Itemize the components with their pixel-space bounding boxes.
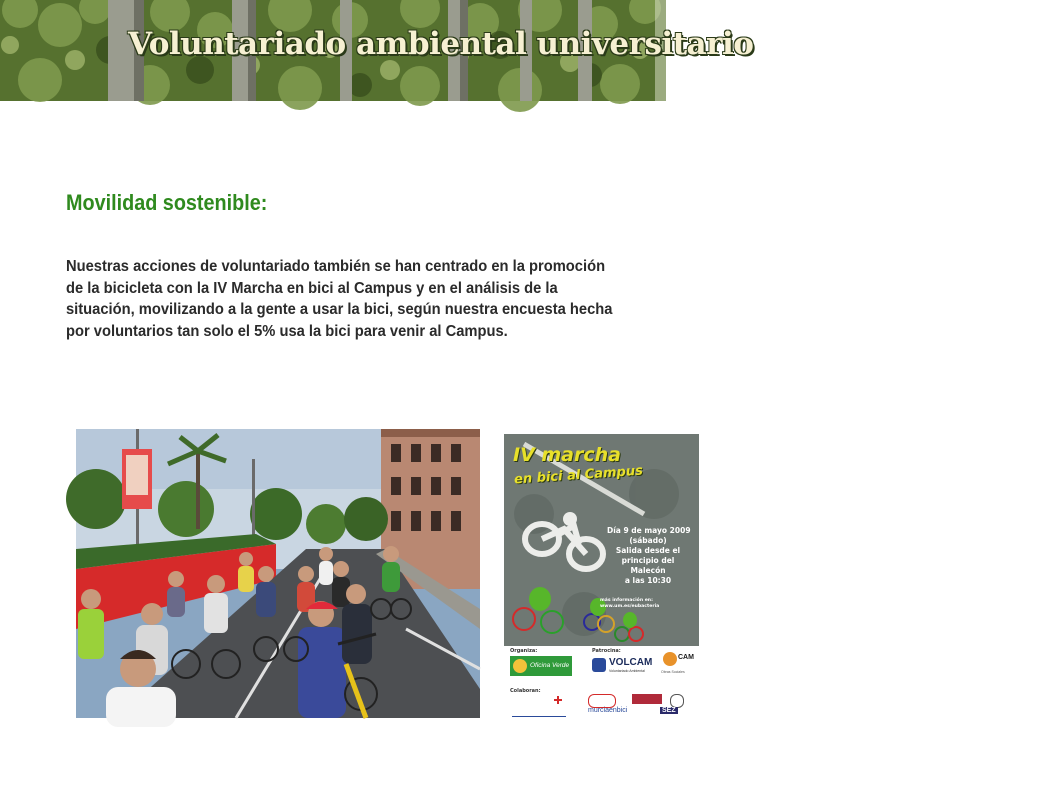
poster-sponsors bbox=[504, 646, 699, 718]
partner-logo-seal bbox=[670, 694, 684, 708]
cam-icon bbox=[663, 652, 677, 666]
poster-web-line: www.um.es/eubacteria bbox=[600, 604, 660, 609]
organiza-label: Organiza: bbox=[510, 648, 538, 654]
poster-title: IV marcha bbox=[513, 444, 621, 466]
red-cross-icon bbox=[554, 696, 562, 704]
cam-logo bbox=[659, 652, 695, 680]
poster-event-info bbox=[607, 526, 689, 586]
patrocina-label: Patrocina: bbox=[592, 648, 621, 654]
section-heading: Movilidad sostenible: bbox=[66, 190, 268, 215]
oficina-verde-icon bbox=[513, 659, 527, 673]
partner-logo-region bbox=[632, 694, 662, 704]
cyclists-photo bbox=[76, 429, 480, 718]
cam-text: CAM bbox=[678, 654, 694, 661]
sez-logo: SEZ bbox=[662, 707, 676, 714]
partner-logo-script bbox=[512, 708, 566, 717]
poster-info-line: principio del bbox=[621, 556, 675, 565]
poster-info-line: a las 10:30 bbox=[624, 576, 672, 585]
section-paragraph: Nuestras acciones de voluntariado también se han centrado en la promoción de la bicicleta con la IV Marcha en bici al Campus y en el análisis de la situación, movilizando a la gente a usar la bici, según nuestra encuesta hecha por voluntarios tan solo el 5% usa la bici para venir al Campus. bbox=[66, 258, 613, 340]
partner-logo-red bbox=[588, 694, 616, 708]
header-banner bbox=[0, 0, 754, 101]
cam-subtext: Obras Sociales bbox=[661, 670, 685, 674]
volcam-icon bbox=[592, 658, 606, 672]
volcam-logo bbox=[592, 656, 652, 678]
cyclists-photo-illustration bbox=[76, 429, 480, 718]
colaboran-label: Colaboran: bbox=[510, 688, 541, 694]
volcam-subtext: Voluntariado Ambiental bbox=[609, 669, 645, 673]
event-poster bbox=[504, 434, 699, 718]
oficina-verde-logo bbox=[510, 656, 572, 676]
oficina-verde-text: Oficina Verde bbox=[530, 662, 570, 669]
poster-web-info bbox=[600, 598, 692, 610]
poster-info-line: Salida desde el bbox=[615, 546, 681, 555]
volcam-text: VOLCAM bbox=[609, 657, 653, 668]
poster-info-line: Malecón bbox=[630, 566, 666, 575]
poster-info-line: Día 9 de mayo 2009 bbox=[607, 526, 691, 535]
banner-title: Voluntariado ambiental universitario bbox=[128, 26, 754, 62]
poster-info-line: (sábado) bbox=[629, 536, 667, 545]
poster-web-line: más información en: bbox=[600, 598, 653, 603]
murcia-en-bici-logo: murciaenbici bbox=[588, 707, 628, 714]
poster-subtitle: en bici al Campus bbox=[513, 463, 644, 488]
